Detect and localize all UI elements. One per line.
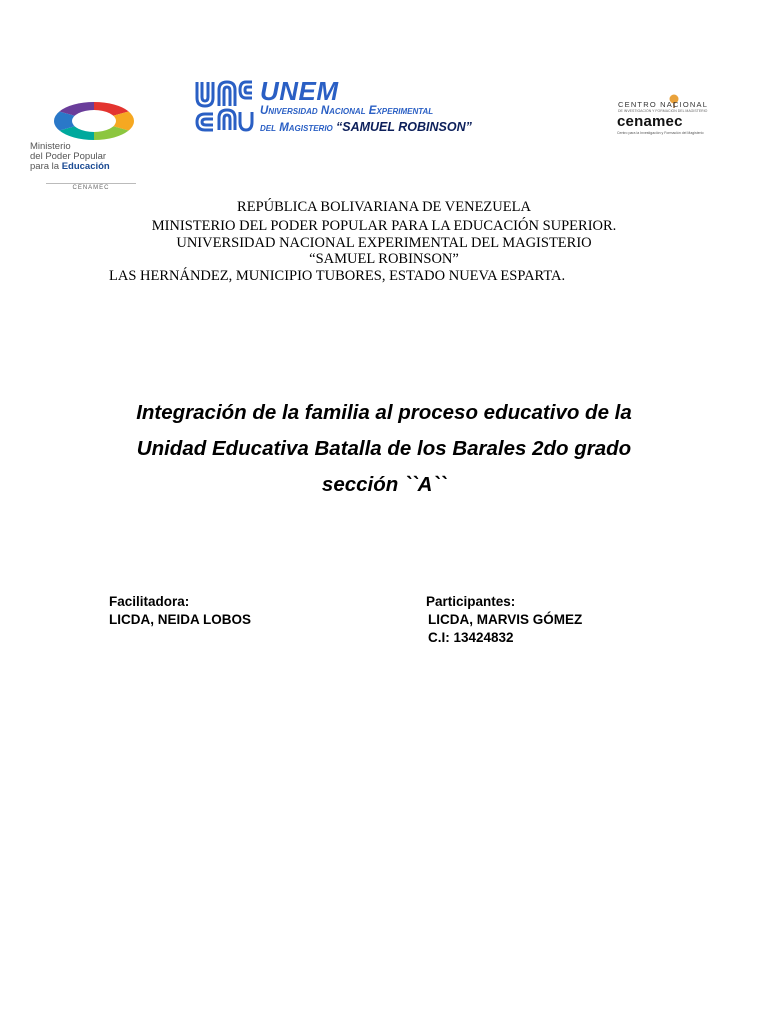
- participante-ci: C.I: 13424832: [428, 630, 514, 645]
- participantes-label: Participantes:: [426, 594, 516, 609]
- unem-logo: [190, 74, 520, 144]
- cenamec-wordmark: cenamec: [617, 113, 683, 130]
- ministerio-text: [30, 142, 150, 172]
- header-line-3: UNIVERSIDAD NACIONAL EXPERIMENTAL DEL MAGISTERIO: [176, 235, 592, 251]
- header-line-1: REPÚBLICA BOLIVARIANA DE VENEZUELA: [237, 199, 531, 215]
- cenamec-top-text: CENTRO NACIONAL: [618, 100, 709, 109]
- facilitadora-name: LICDA, NEIDA LOBOS: [109, 612, 252, 627]
- title-line-1: Integración de la familia al proceso educativo de la: [136, 401, 632, 424]
- cenamec-subtext-2: Centro para la Investigación y Formación del Magisterio: [617, 131, 704, 135]
- header-line-5: LAS HERNÁNDEZ, MUNICIPIO TUBORES, ESTADO NUEVA ESPARTA.: [109, 268, 566, 284]
- unem-mark-icon: [194, 78, 256, 134]
- ministerio-line1: Ministerio: [30, 141, 71, 152]
- unem-title: UNEM: [260, 76, 339, 106]
- title-line-3: sección ``A``: [321, 473, 447, 496]
- ministerio-line3: [30, 162, 150, 172]
- cenamec-subtext-1: DE INVESTIGACIÓN Y FORMACIÓN DEL MAGISTERIO: [618, 109, 708, 113]
- cenamec-logo: [614, 96, 724, 136]
- participante-name: LICDA, MARVIS GÓMEZ: [428, 612, 583, 627]
- ministerio-ring-icon: [44, 98, 144, 144]
- unem-line2: [260, 120, 472, 134]
- unem-line2-prefix: del Magisterio: [260, 122, 336, 134]
- header-line-2: MINISTERIO DEL PODER POPULAR PARA LA EDUCACIÓN SUPERIOR.: [151, 218, 617, 234]
- ministerio-line3-prefix: para la: [30, 161, 62, 172]
- ministerio-footer: CENAMEC: [46, 183, 136, 191]
- ministerio-logo: [28, 98, 168, 190]
- header-line-4: “SAMUEL ROBINSON”: [309, 251, 459, 267]
- ministerio-line2: del Poder Popular: [30, 151, 107, 162]
- facilitadora-label: Facilitadora:: [109, 594, 190, 609]
- ministerio-line3-bold: Educación: [61, 161, 110, 172]
- title-line-2: Unidad Educativa Batalla de los Barales 2do grado: [136, 437, 632, 460]
- document-title: [80, 395, 688, 503]
- unem-line1: Universidad Nacional Experimental: [260, 105, 434, 117]
- unem-line2-name: “SAMUEL ROBINSON”: [335, 120, 472, 134]
